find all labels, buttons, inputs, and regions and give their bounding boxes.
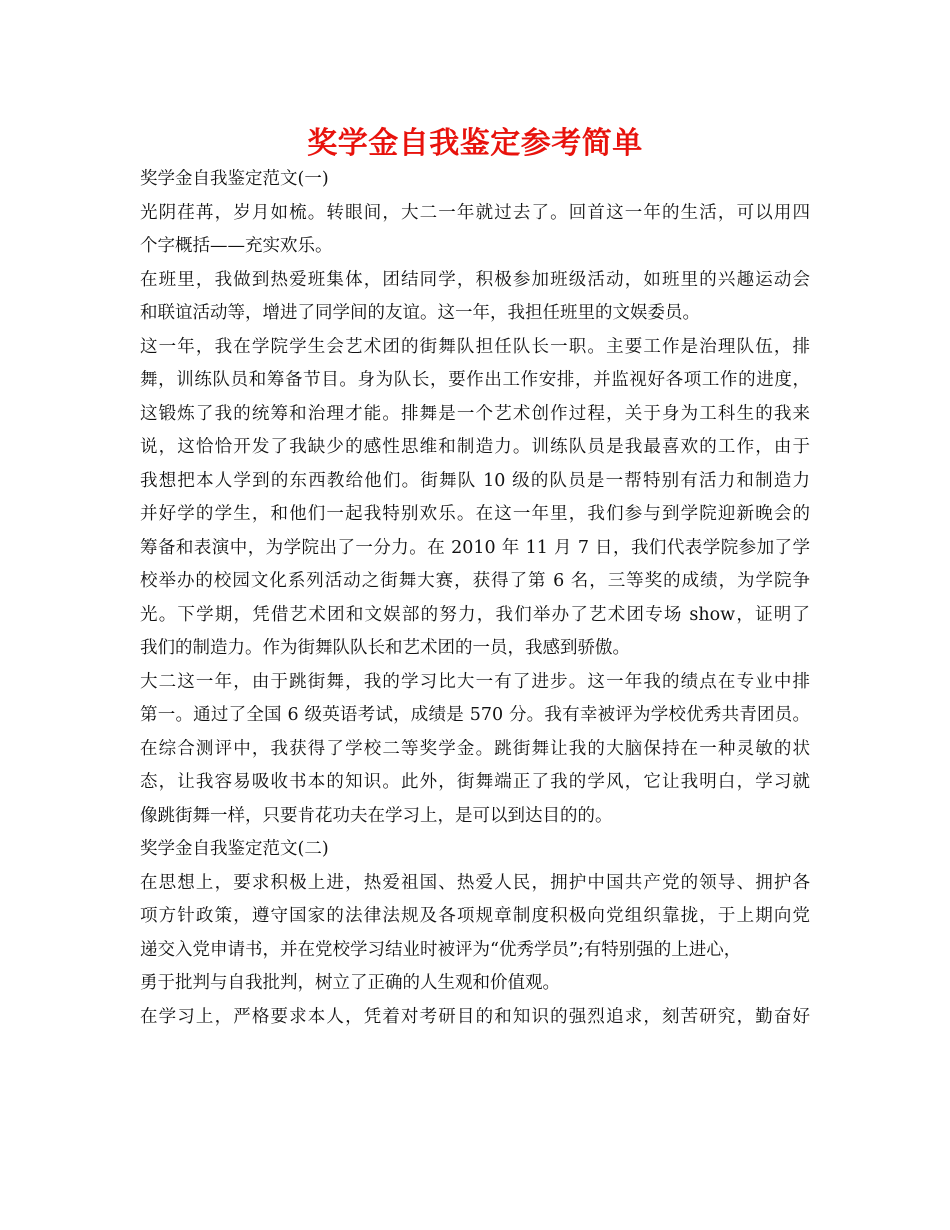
paragraph-line: 光阴荏苒，岁月如梳。转眼间，大二一年就过去了。回首这一年的生活，可以用四 <box>140 202 810 223</box>
paragraph-line: 我想把本人学到的东西教给他们。街舞队 10 级的队员是一帮特别有活力和制造力 <box>140 470 810 491</box>
paragraph-line: 在思想上，要求积极上进，热爱祖国、热爱人民，拥护中国共产党的领导、拥护各 <box>140 872 810 893</box>
paragraph-line: 说，这恰恰开发了我缺少的感性思维和制造力。训练队员是我最喜欢的工作，由于 <box>140 437 810 457</box>
section-heading: 奖学金自我鉴定范文(一) <box>140 169 329 189</box>
paragraph-line: 舞，训练队员和筹备节目。身为队长，要作出工作安排，并监视好各项工作的进度， <box>140 370 810 390</box>
paragraph-line: 在综合测评中，我获得了学校二等奖学金。跳街舞让我的大脑保持在一种灵敏的状 <box>140 738 810 759</box>
paragraph-line: 校举办的校园文化系列活动之街舞大赛，获得了第 6 名，三等奖的成绩，为学院争 <box>140 571 810 591</box>
paragraph-line: 并好学的学生，和他们一起我特别欢乐。在这一年里，我们参与到学院迎新晚会的 <box>140 504 810 524</box>
paragraph-line: 和联谊活动等，增进了同学间的友谊。这一年，我担任班里的文娱委员。 <box>140 303 700 323</box>
document-body <box>140 163 810 1034</box>
paragraph-line: 态，让我容易吸收书本的知识。此外，街舞端正了我的学风，它让我明白，学习就 <box>140 772 810 792</box>
paragraph-line: 这一年，我在学院学生会艺术团的街舞队担任队长一职。主要工作是治理队伍，排 <box>140 336 810 357</box>
paragraph-line: 项方针政策，遵守国家的法律法规及各项规章制度积极向党组织靠拢，于上期向党 <box>140 906 810 926</box>
document-title: 奖学金自我鉴定参考简单 <box>307 126 643 161</box>
paragraph-line: 我们的制造力。作为街舞队队长和艺术团的一员，我感到骄傲。 <box>140 638 630 658</box>
paragraph-line: 光。下学期，凭借艺术团和文娱部的努力，我们举办了艺术团专场 show，证明了 <box>140 604 810 625</box>
paragraph-line: 递交入党申请书，并在党校学习结业时被评为“优秀学员”;有特别强的上进心， <box>140 939 742 960</box>
section-heading: 奖学金自我鉴定范文(二) <box>140 839 329 859</box>
paragraph-line: 勇于批判与自我批判，树立了正确的人生观和价值观。 <box>140 973 560 993</box>
paragraph-line: 第一。通过了全国 6 级英语考试，成绩是 570 分。我有幸被评为学校优秀共青团员。 <box>140 705 810 725</box>
paragraph-line: 在班里，我做到热爱班集体，团结同学，积极参加班级活动，如班里的兴趣运动会 <box>140 269 810 290</box>
paragraph-line: 个字概括——充实欢乐。 <box>140 236 333 256</box>
paragraph-line: 在学习上，严格要求本人，凭着对考研目的和知识的强烈追求，刻苦研究，勤奋好 <box>140 1006 810 1027</box>
paragraph-line: 筹备和表演中，为学院出了一分力。在 2010 年 11 月 7 日，我们代表学院参加了学 <box>140 537 810 558</box>
paragraph-line: 像跳街舞一样，只要肯花功夫在学习上，是可以到达目的的。 <box>140 805 613 826</box>
paragraph-line: 大二这一年，由于跳街舞，我的学习比大一有了进步。这一年我的绩点在专业中排 <box>140 671 810 692</box>
paragraph-line: 这锻炼了我的统筹和治理才能。排舞是一个艺术创作过程，关于身为工科生的我来 <box>140 403 810 424</box>
